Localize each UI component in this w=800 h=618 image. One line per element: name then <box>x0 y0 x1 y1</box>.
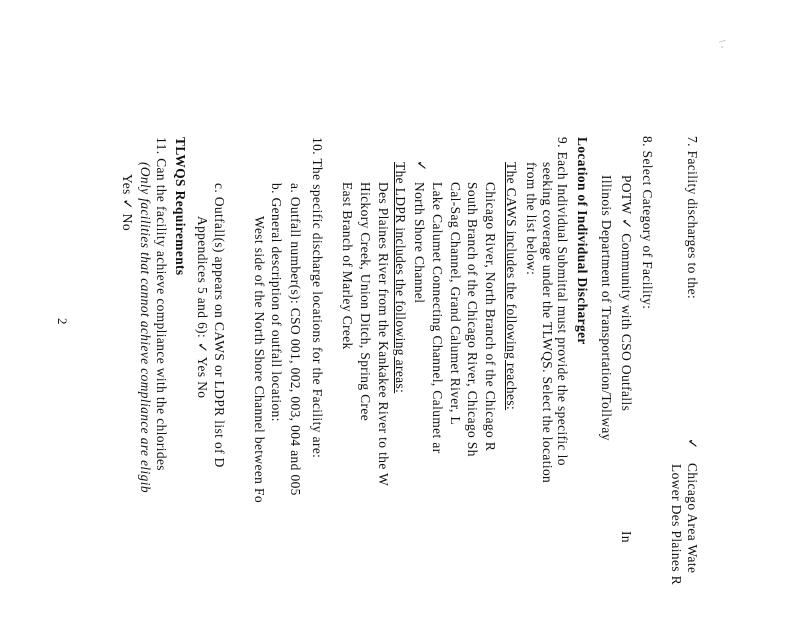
question-9-line-3: from the list below: <box>524 162 539 276</box>
question-9-line-1: 9. Each Individual Submittal must provide the specific lo <box>555 137 570 466</box>
caws-reach-row-4: Lake Calumet Connecting Channel, Calumet ar <box>430 182 445 454</box>
q8-option-cutoff: In <box>619 531 634 543</box>
ldpr-area-row-3: East Branch of Marley Creek <box>340 182 355 350</box>
q8-option-idot: Illinois Department of Transportation/Tollway <box>599 175 614 441</box>
question-10b: b. General description of outfall location: <box>269 183 284 422</box>
question-7: 7. Facility discharges to the: <box>685 136 700 300</box>
question-11-line-1: 11. Can the facility achieve compliance with the chlorides <box>154 137 169 471</box>
question-11-answer: Yes ✓ No <box>120 174 135 231</box>
question-10b-answer: West side of the North Shore Channel between Fo <box>252 216 267 503</box>
q7-option-lower-des-plaines: Lower Des Plaines R <box>669 464 684 586</box>
section-location-heading: Location of Individual Discharger <box>575 137 590 345</box>
q7-option-chicago-area: Chicago Area Wate <box>685 463 700 574</box>
ldpr-area-row-2: Hickory Creek, Union Ditch, Spring Cree <box>358 182 373 422</box>
caws-reach-row-5: North Shore Channel <box>412 182 427 304</box>
question-11-line-2: (Only facilities that cannot achieve compliance are eligib <box>138 162 153 493</box>
question-10: 10. The specific discharge locations for the Facility are: <box>310 137 325 459</box>
caws-heading: The CAWS includes the following reaches: <box>504 162 519 411</box>
ldpr-area-row-1: Des Plaines River from the Kankakee River to the W <box>376 182 391 487</box>
page-number: 2 <box>55 318 70 325</box>
section-tlwqs-heading: TLWQS Requirements <box>173 137 188 276</box>
caws-reach-row-1: Chicago River, North Branch of the Chicago R <box>483 182 498 452</box>
q8-option-potw-cso: POTW ✓ Community with CSO Outfalls <box>619 175 634 412</box>
question-10c-line-2: Appendices 5 and 6): ✓ Yes No <box>195 216 210 399</box>
caws-reach-row-2: South Branch of the Chicago River, Chicago Sh <box>465 182 480 457</box>
question-10a: a. Outfall number(s): CSO 001, 002, 003, 004 and 005 <box>288 183 303 496</box>
question-10c-line-1: c. Outfall(s) appears on CAWS or LDPR list of D <box>212 183 227 468</box>
q7-checkmark: ✓ <box>685 438 700 450</box>
caws-reach-row-3: Cal-Sag Channel, Grand Calumet River, L <box>448 182 463 426</box>
ldpr-heading: The LDPR includes the following areas: <box>393 162 408 394</box>
scan-speck: \ · <box>717 40 727 49</box>
caws-north-shore-checkmark: ✓ <box>414 160 429 172</box>
question-8: 8. Select Category of Facility: <box>640 136 655 310</box>
question-9-line-2: seeking coverage under the TLWQS. Select the location <box>540 162 555 484</box>
